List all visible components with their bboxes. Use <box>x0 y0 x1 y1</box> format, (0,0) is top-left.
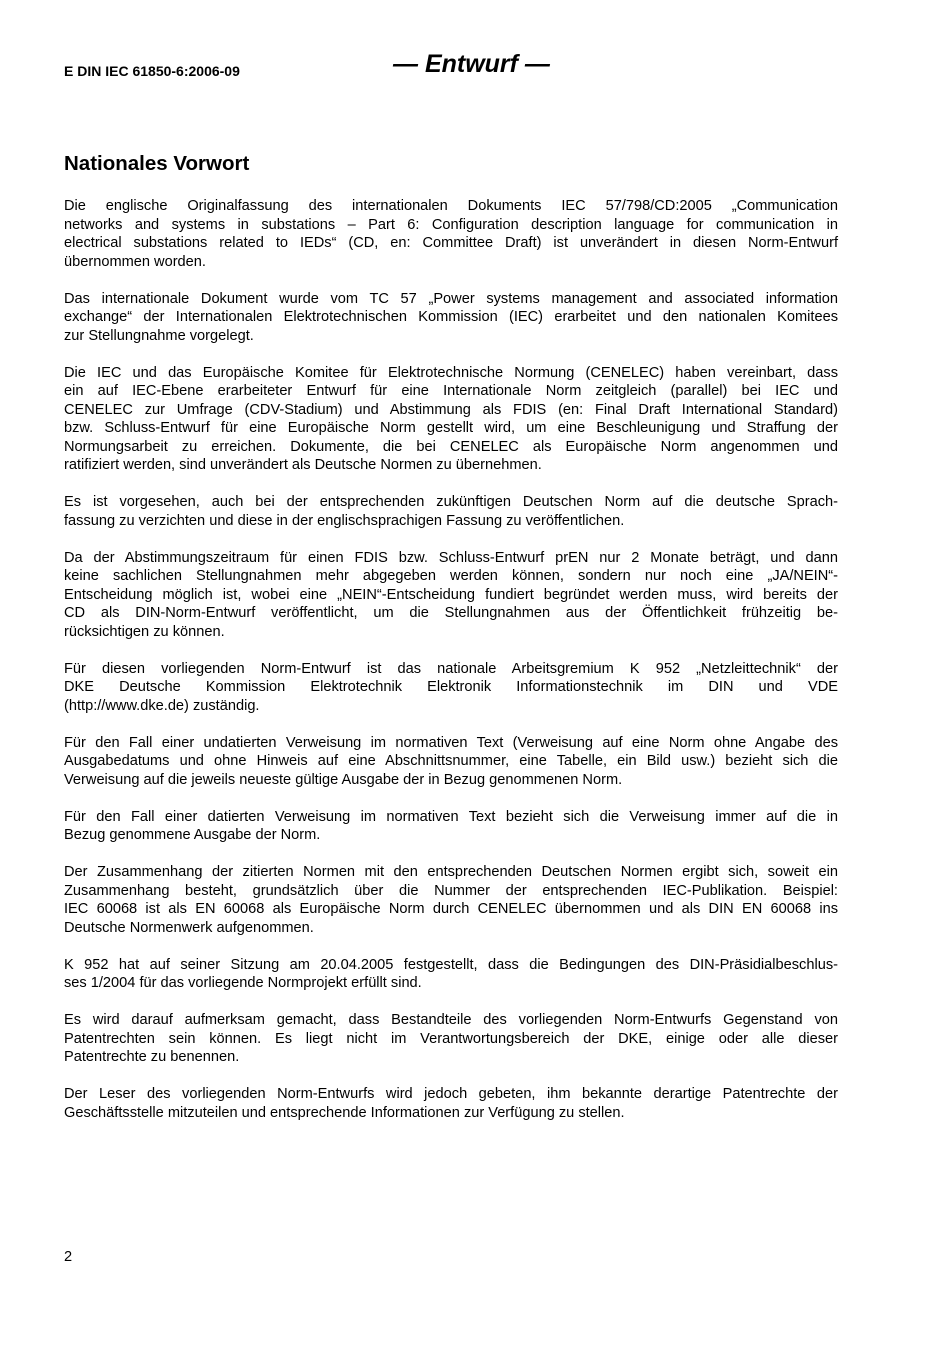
paragraph <box>64 493 838 530</box>
text-line: Es wird darauf aufmerksam gemacht, dass Bestandteile des vorliegenden Norm-Entwurfs Gegenstand von <box>64 1012 838 1028</box>
text-line: Für den Fall einer datierten Verweisung im normativen Text bezieht sich die Verweisung immer auf die in <box>64 808 838 825</box>
text-line: rücksichtigen zu können. <box>64 623 225 640</box>
text-line: electrical substations related to IEDs“ (CD, en: Committee Draft) ist unverändert in diesen Norm-Entwurf <box>64 235 838 251</box>
text-line: K 952 hat auf seiner Sitzung am 20.04.2005 festgestellt, dass die Bedingungen des DIN-Präsidialbeschlus- <box>64 956 838 973</box>
text-line: fassung zu verzichten und diese in der englischsprachigen Fassung zu veröffentlichen. <box>64 512 625 529</box>
text-line: Der Leser des vorliegenden Norm-Entwurfs wird jedoch gebeten, ihm bekannte derartige Patentrechte der <box>64 1086 838 1102</box>
paragraph <box>64 197 838 271</box>
document-body <box>64 197 838 1141</box>
document-id: E DIN IEC 61850-6:2006-09 <box>64 63 240 79</box>
text-line: (http://www.dke.de) zuständig. <box>64 697 260 714</box>
paragraph <box>64 808 838 845</box>
text-line: Geschäftsstelle mitzuteilen und entsprechende Informationen zur Verfügung zu stellen. <box>64 1104 625 1121</box>
text-line: Ausgabedatums und ohne Hinweis auf eine Abschnittsnummer, eine Tabelle, ein Bild usw.) bezieht sich die <box>64 753 838 769</box>
paragraph <box>64 956 838 993</box>
text-line: Entscheidung möglich ist, wobei eine „NEIN“-Entscheidung fundiert begründet werden muss, wird bereits der <box>64 586 838 603</box>
text-line: Normungsarbeit zu erreichen. Dokumente, die bei CENELEC als Europäische Norm angenommen und <box>64 438 838 455</box>
text-line: IEC 60068 ist als EN 60068 als Europäische Norm durch CENELEC übernommen und als DIN EN 60068 ins <box>64 901 838 917</box>
text-line: Die englische Originalfassung des internationalen Dokuments IEC 57/798/CD:2005 „Communication <box>64 198 838 214</box>
page-number: 2 <box>64 1249 73 1265</box>
paragraph <box>64 863 838 937</box>
text-line: CENELEC zur Umfrage (CDV-Stadium) und Abstimmung als FDIS (en: Final Draft International Standard) <box>64 401 838 418</box>
paragraph <box>64 660 838 716</box>
text-line: übernommen worden. <box>64 253 206 270</box>
text-line: DKE Deutsche Kommission Elektrotechnik Elektronik Informationstechnik im DIN und VDE <box>64 679 838 695</box>
paragraph <box>64 549 838 642</box>
text-line: bzw. Schluss-Entwurf für eine Europäische Norm gestellt wird, um eine Beschleunigung und Straffung der <box>64 420 838 436</box>
text-line: Für den Fall einer undatierten Verweisung im normativen Text (Verweisung auf eine Norm ohne Angabe des <box>64 734 838 751</box>
section-title: Nationales Vorwort <box>64 152 250 175</box>
text-line: Es ist vorgesehen, auch bei der entsprechenden zukünftigen Deutschen Norm auf die deutsche Sprach- <box>64 494 838 510</box>
text-line: zur Stellungnahme vorgelegt. <box>64 327 254 344</box>
paragraph <box>64 364 838 475</box>
text-line: ratifiziert werden, sind unverändert als Deutsche Normen zu übernehmen. <box>64 457 542 473</box>
text-line: Bezug genommene Ausgabe der Norm. <box>64 827 321 843</box>
text-line: Patentrechten sein können. Es liegt nicht im Verantwortungsbereich der DKE, einige oder alle dieser <box>64 1030 838 1047</box>
text-line: Der Zusammenhang der zitierten Normen mit den entsprechenden Deutschen Normen ergibt sich, soweit ein <box>64 864 838 880</box>
paragraph <box>64 290 838 346</box>
text-line: exchange“ der Internationalen Elektrotechnischen Kommission (IEC) erarbeitet und den nationalen Komitees <box>64 309 838 325</box>
text-line: Zusammenhang besteht, grundsätzlich über die Nummer der entsprechenden IEC-Publikation. Beispiel: <box>64 882 838 899</box>
text-line: Deutsche Normenwerk aufgenommen. <box>64 919 314 936</box>
text-line: networks and systems in substations – Part 6: Configuration description language for communication in <box>64 216 838 233</box>
paragraph <box>64 734 838 790</box>
draft-label: — Entwurf — <box>393 50 550 78</box>
paragraph <box>64 1085 838 1122</box>
text-line: Das internationale Dokument wurde vom TC 57 „Power systems management and associated information <box>64 290 838 307</box>
text-line: Da der Abstimmungszeitraum für einen FDIS bzw. Schluss-Entwurf prEN nur 2 Monate beträgt, und dann <box>64 549 838 566</box>
text-line: Patentrechte zu benennen. <box>64 1049 240 1065</box>
text-line: ein auf IEC-Ebene erarbeiteter Entwurf für eine Internationale Norm zeitgleich (parallel) bei IEC und <box>64 383 838 399</box>
paragraph <box>64 1011 838 1067</box>
text-line: ses 1/2004 für das vorliegende Normprojekt erfüllt sind. <box>64 975 422 991</box>
text-line: Verweisung auf die jeweils neueste gültige Ausgabe der in Bezug genommenen Norm. <box>64 771 623 788</box>
text-line: keine sachlichen Stellungnahmen mehr abgegeben werden können, sondern nur noch eine „JA/NEIN“- <box>64 568 838 584</box>
text-line: CD als DIN-Norm-Entwurf veröffentlicht, um die Stellungnahmen aus der Öffentlichkeit frühzeitig be- <box>64 605 838 621</box>
text-line: Die IEC und das Europäische Komitee für Elektrotechnische Normung (CENELEC) haben vereinbart, dass <box>64 364 838 381</box>
text-line: Für diesen vorliegenden Norm-Entwurf ist das nationale Arbeitsgremium K 952 „Netzleittechnik“ der <box>64 660 838 677</box>
